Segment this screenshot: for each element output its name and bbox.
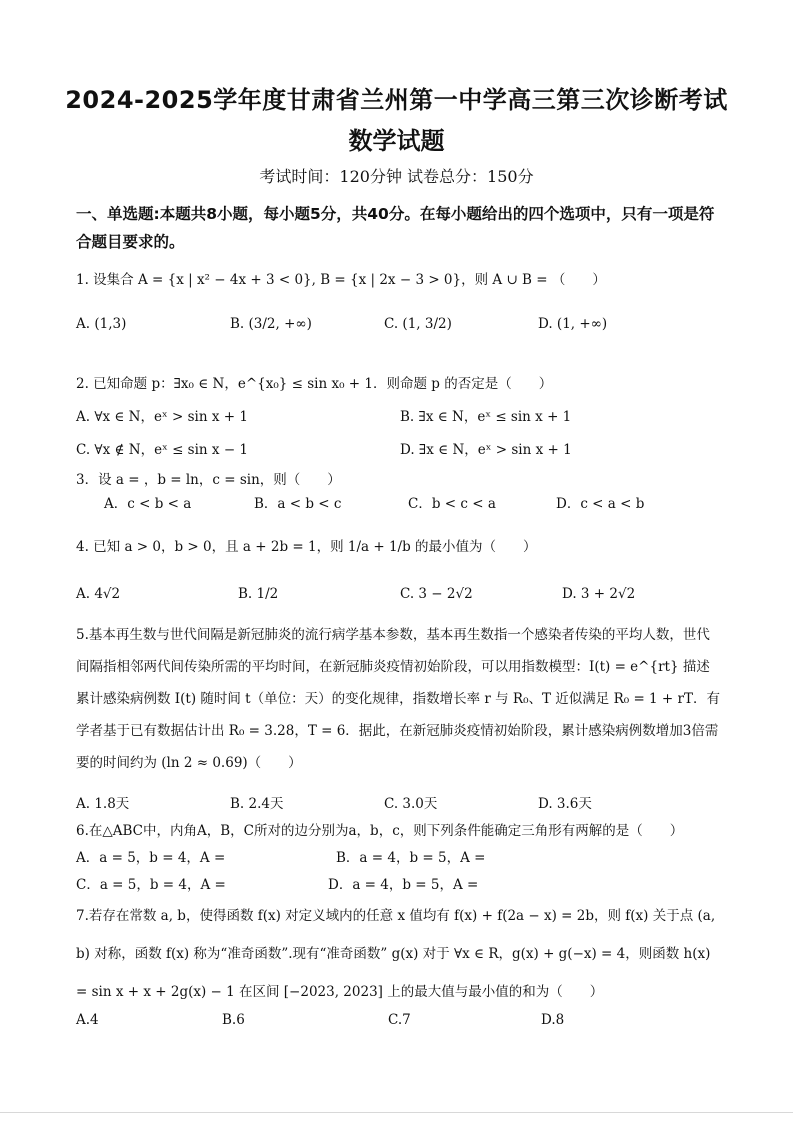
q3-option-d: D．c < a < b bbox=[556, 496, 645, 512]
q4-option-c: C. 3 − 2√2 bbox=[400, 586, 473, 602]
q7-option-b: B.6 bbox=[222, 1012, 245, 1028]
q6-option-b: B．a = 4，b = 5，A = bbox=[336, 850, 486, 866]
q2-option-b: B. ∃x ∈ N，eˣ ≤ sin x + 1 bbox=[400, 409, 572, 425]
exam-meta: 考试时间：120分钟 试卷总分：150分 bbox=[259, 167, 534, 186]
q5-option-d: D. 3.6天 bbox=[538, 796, 592, 812]
q2-option-d: D. ∃x ∈ N，eˣ > sin x + 1 bbox=[400, 442, 572, 458]
question-3-stem: 3．设 a = ，b = ln，c = sin，则（ ） bbox=[76, 472, 341, 488]
question-1-stem: 1. 设集合 A = {x | x² − 4x + 3 < 0}, B = {x | 2x − 3 > 0}，则 A ∪ B = （ ） bbox=[76, 272, 606, 288]
q5-option-c: C. 3.0天 bbox=[384, 796, 438, 812]
question-7-stem: 7.若存在常数 a, b，使得函数 f(x) 对定义域内的任意 x 值均有 f(x) + f(2a − x) = 2b，则 f(x) 关于点 (a, b) 对称，函数 f(x) 称为“准奇函数”.现有“准奇函数” g(x) 对于 ∀x ∈ R，g(x) + g(−x) = 4，则函数 h(x) = sin x + x + 2g(x) − 1 在区间 [−2023, 2023] 上的最大值与最小值的和为（ ） bbox=[76, 908, 716, 1000]
q3-option-c: C．b < c < a bbox=[408, 496, 496, 512]
question-6-stem: 6.在△ABC中，内角A，B，C所对的边分别为a，b，c，则下列条件能确定三角形有两解的是（ ） bbox=[76, 823, 684, 839]
q6-option-a: A．a = 5，b = 4，A = bbox=[76, 850, 226, 866]
question-5-stem: 5.基本再生数与世代间隔是新冠肺炎的流行病学基本参数，基本再生数指一个感染者传染的平均人数，世代间隔指相邻两代间传染所需的平均时间，在新冠肺炎疫情初始阶段，可以用指数模型：I(t) = e^{rt} 描述累计感染病例数 I(t) 随时间 t（单位：天）的变化规律，指数增长率 r 与 R₀、T 近似满足 R₀ = 1 + rT．有学者基于已有数据估计出 R₀ = 3.28，T = 6．据此，在新冠肺炎疫情初始阶段，累计感染病例数增加3倍需要的时间约为 (ln 2 ≈ 0.69)（ ） bbox=[76, 627, 720, 771]
q1-option-a: A. (1,3) bbox=[76, 316, 127, 332]
page-bottom-rule bbox=[0, 1112, 793, 1113]
exam-title: 2024-2025学年度甘肃省兰州第一中学高三第三次诊断考试 bbox=[65, 86, 728, 114]
question-4-stem: 4. 已知 a > 0，b > 0，且 a + 2b = 1，则 1/a + 1/b 的最小值为（ ） bbox=[76, 539, 537, 555]
q2-option-a: A. ∀x ∈ N，eˣ > sin x + 1 bbox=[76, 409, 248, 425]
q4-option-a: A. 4√2 bbox=[76, 586, 121, 602]
q4-option-b: B. 1/2 bbox=[238, 586, 279, 602]
q6-option-c: C．a = 5，b = 4，A = bbox=[76, 877, 226, 893]
q7-option-a: A.4 bbox=[76, 1012, 99, 1028]
section-heading: 一、单选题:本题共8小题，每小题5分，共40分。在每小题给出的四个选项中，只有一项是符合题目要求的。 bbox=[76, 205, 715, 251]
q1-option-c: C. (1, 3/2) bbox=[384, 316, 452, 332]
question-2-stem: 2. 已知命题 p：∃x₀ ∈ N，e^{x₀} ≤ sin x₀ + 1．则命题 p 的否定是（ ） bbox=[76, 376, 553, 392]
q6-option-d: D．a = 4，b = 5，A = bbox=[328, 877, 479, 893]
q7-option-c: C.7 bbox=[388, 1012, 411, 1028]
exam-subject: 数学试题 bbox=[348, 127, 445, 155]
q1-option-b: B. (3/2, +∞) bbox=[230, 316, 312, 332]
q1-option-d: D. (1, +∞) bbox=[538, 316, 608, 332]
q5-option-a: A. 1.8天 bbox=[76, 796, 130, 812]
q4-option-d: D. 3 + 2√2 bbox=[562, 586, 636, 602]
q3-option-b: B．a < b < c bbox=[254, 496, 342, 512]
q2-option-c: C. ∀x ∉ N，eˣ ≤ sin x − 1 bbox=[76, 442, 249, 458]
q3-option-a: A．c < b < a bbox=[104, 496, 192, 512]
q7-option-d: D.8 bbox=[541, 1012, 565, 1028]
q5-option-b: B. 2.4天 bbox=[230, 796, 284, 812]
